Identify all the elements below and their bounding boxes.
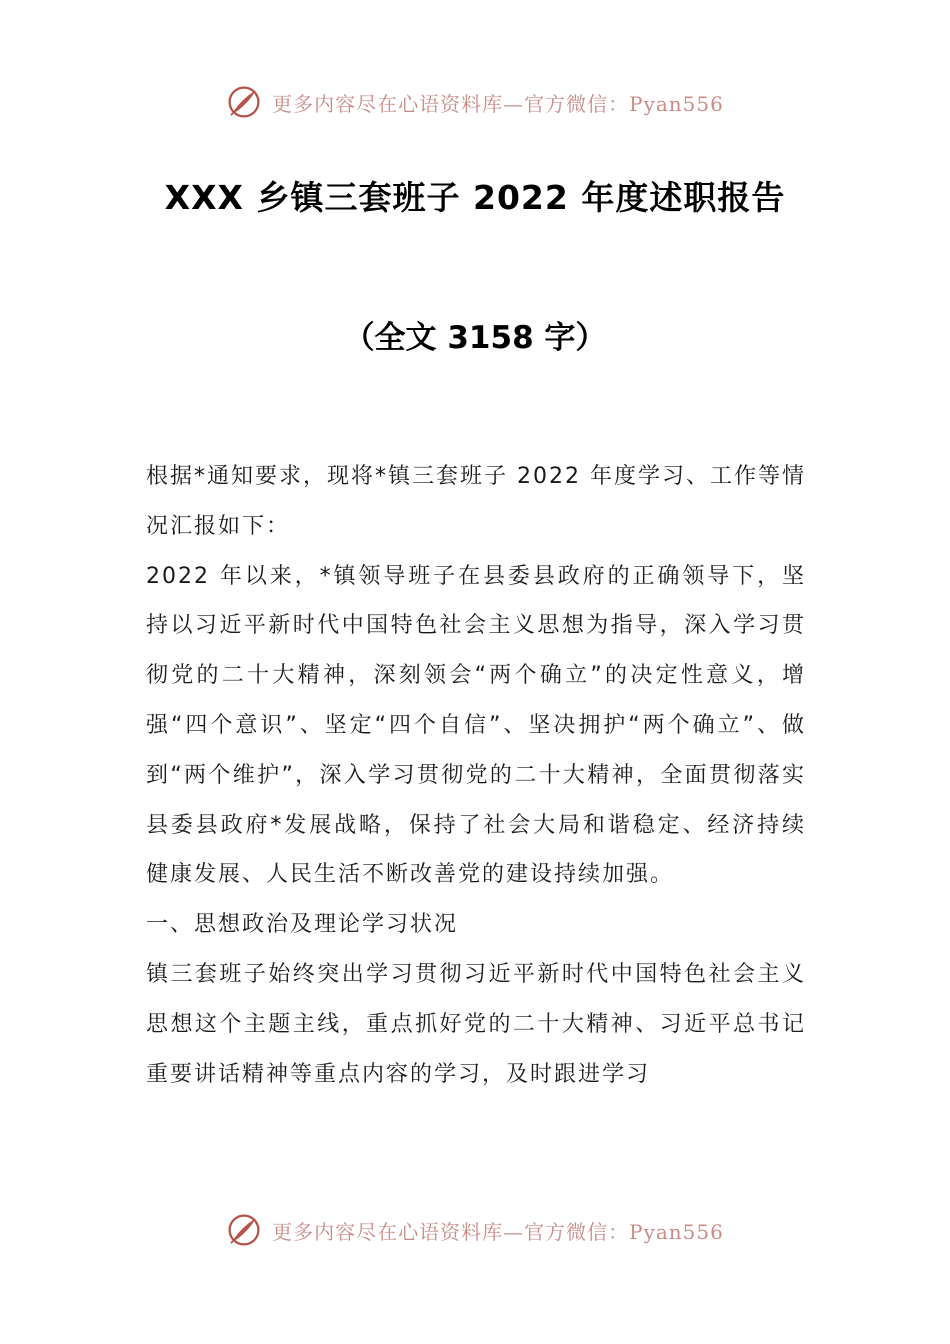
pen-quill-logo-icon [226, 1212, 262, 1248]
section-heading: 一、思想政治及理论学习状况 [146, 912, 459, 938]
document-subtitle: （全文 3158 字） [343, 320, 607, 356]
document-title: XXX 乡镇三套班子 2022 年度述职报告 [164, 178, 786, 217]
watermark-text: 更多内容尽在心语资料库—官方微信：Pyan556 [272, 91, 724, 116]
paragraph-summary: 2022 年以来，*镇领导班子在县委县政府的正确领导下，坚持以习近平新时代中国特色社会主义思想为指导，深入学习贯彻党的二十大精神，深刻领会“两个确立”的决定性意义，增强“四个意识”、坚定“四个自信”、坚决拥护“两个确立”、做到“两个维护”，深入学习贯彻党的二十大精神，全面贯彻落实县委县政府*发展战略，保持了社会大局和谐稳定、经济持续健康发展、人民生活不断改善党的建设持续加强。 [146, 563, 806, 888]
footer-watermark [0, 1208, 950, 1252]
pen-quill-logo-icon [226, 84, 262, 120]
watermark-text: 更多内容尽在心语资料库—官方微信：Pyan556 [272, 1219, 724, 1244]
paragraph-intro: 根据*通知要求，现将*镇三套班子 2022 年度学习、工作等情况汇报如下： [146, 464, 806, 539]
header-watermark [0, 80, 950, 124]
paragraph-section-one: 镇三套班子始终突出学习贯彻习近平新时代中国特色社会主义思想这个主题主线，重点抓好党的二十大精神、习近平总书记重要讲话精神等重点内容的学习，及时跟进学习 [146, 961, 806, 1087]
document-body [146, 452, 806, 1099]
